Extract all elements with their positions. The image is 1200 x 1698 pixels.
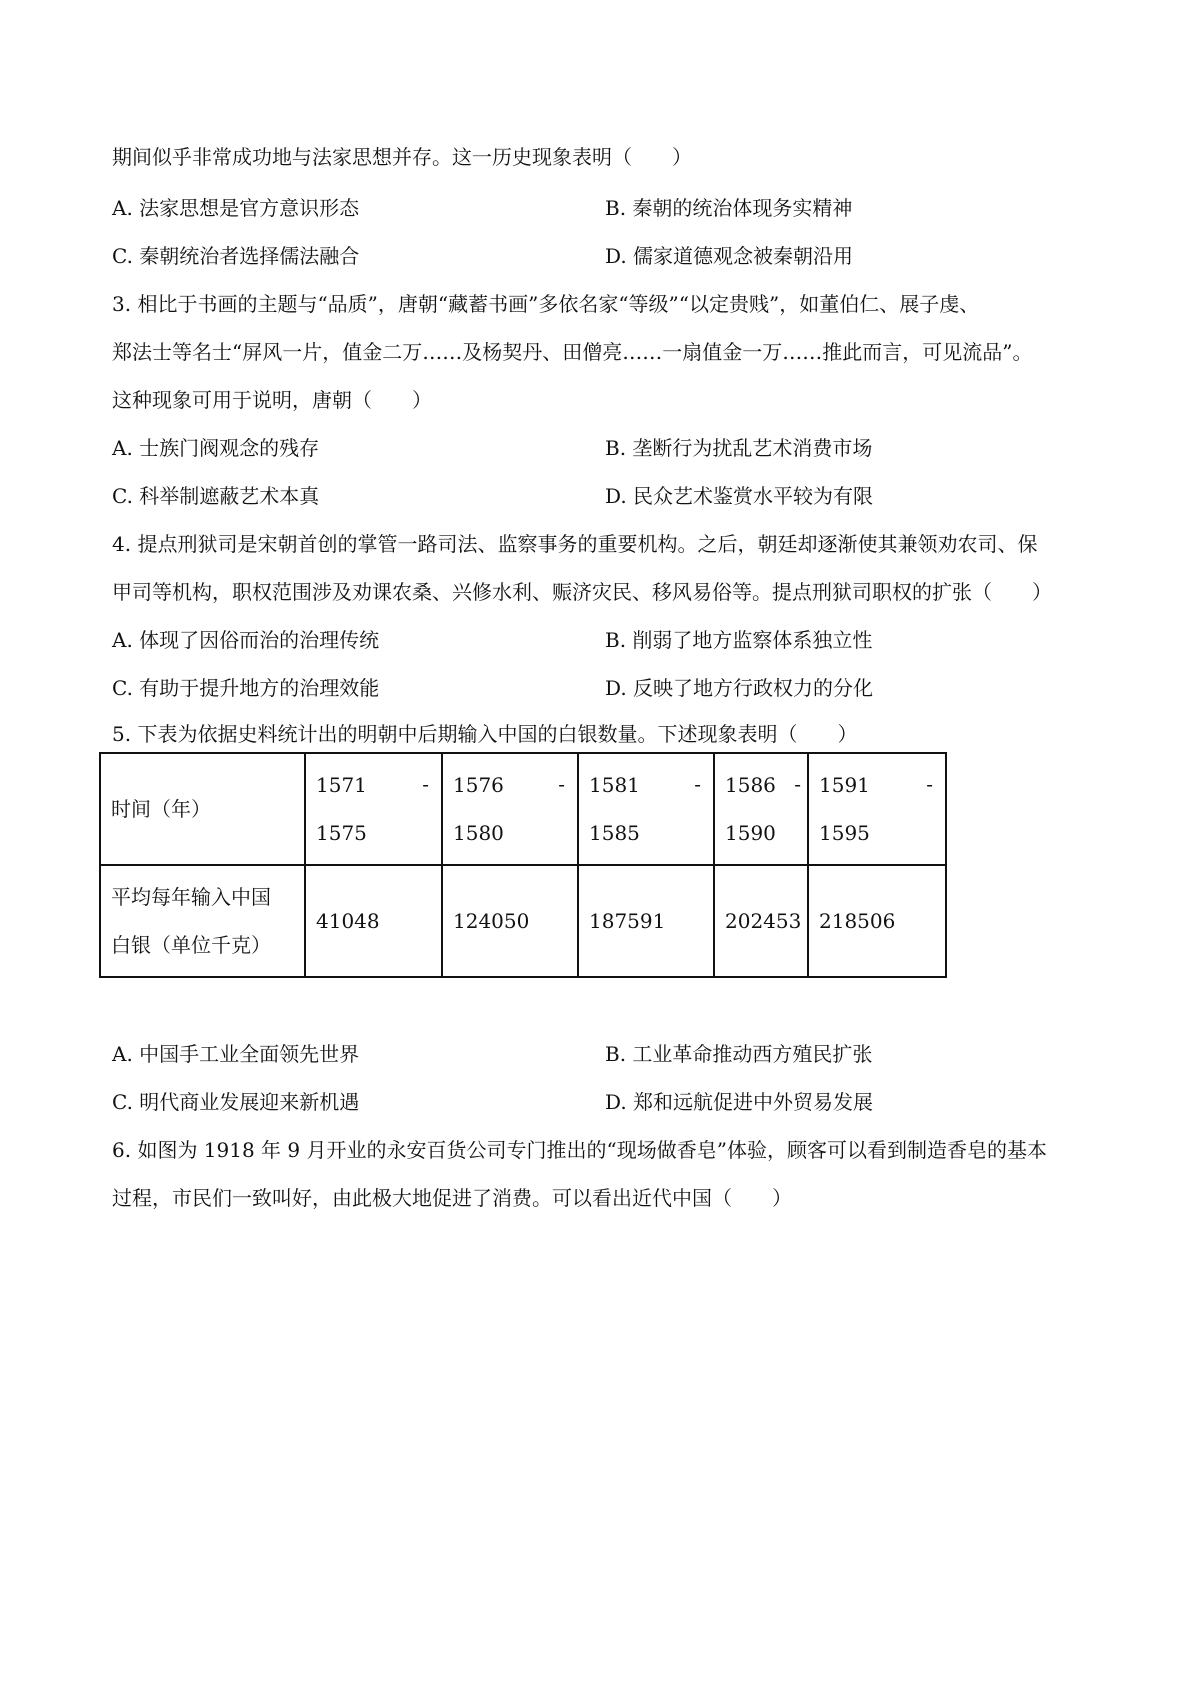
period-cell-4 — [714, 753, 808, 865]
silver-header-cell — [100, 865, 305, 977]
q4-stem-line-1: 4. 提点刑狱司是宋朝首创的掌管一路司法、监察事务的重要机构。之后，朝廷却逐渐使其兼领劝农司、保 — [112, 532, 1038, 556]
period-cell-5 — [808, 753, 946, 865]
period-start: 1576 — [453, 773, 504, 797]
q3-option-b: B. 垄断行为扰乱艺术消费市场 — [605, 436, 873, 460]
silver-value-cell: 218506 — [808, 865, 946, 977]
q5-stem: 5. 下表为依据史料统计出的明朝中后期输入中国的白银数量。下述现象表明（ ） — [112, 722, 858, 746]
period-start: 1581 — [589, 773, 640, 797]
q3-option-a: A. 士族门阀观念的残存 — [112, 436, 320, 460]
period-header-label: 时间（年） — [111, 797, 211, 821]
q4-option-b: B. 削弱了地方监察体系独立性 — [605, 628, 873, 652]
silver-header-line-1: 平均每年输入中国 — [111, 885, 271, 909]
period-dash: - — [794, 772, 801, 796]
period-end: 1585 — [589, 821, 640, 845]
q5-option-b: B. 工业革命推动西方殖民扩张 — [605, 1042, 873, 1066]
silver-value-cell: 202453 — [714, 865, 808, 977]
q3-option-c: C. 科举制遮蔽艺术本真 — [112, 484, 320, 508]
period-start: 1571 — [316, 773, 367, 797]
period-end: 1590 — [725, 821, 776, 845]
q3-stem-line-1: 3. 相比于书画的主题与“品质”，唐朝“藏蓄书画”多依名家“等级”“以定贵贱”，如董伯仁、展子虔、 — [112, 292, 980, 316]
silver-import-table — [99, 752, 947, 978]
q2-stem-tail: 期间似乎非常成功地与法家思想并存。这一历史现象表明（ ） — [112, 145, 692, 169]
period-cell-3 — [578, 753, 714, 865]
q2-option-a: A. 法家思想是官方意识形态 — [112, 196, 360, 220]
silver-value-cell: 187591 — [578, 865, 714, 977]
silver-header-line-2: 白银（单位千克） — [111, 933, 271, 957]
period-end: 1580 — [453, 821, 504, 845]
period-dash: - — [926, 772, 933, 796]
period-start: 1591 — [819, 773, 870, 797]
period-cell-2 — [442, 753, 578, 865]
period-dash: - — [694, 772, 701, 796]
q2-option-b: B. 秦朝的统治体现务实精神 — [605, 196, 853, 220]
silver-value-cell: 41048 — [305, 865, 442, 977]
q2-option-c: C. 秦朝统治者选择儒法融合 — [112, 244, 360, 268]
q3-option-d: D. 民众艺术鉴赏水平较为有限 — [605, 484, 874, 508]
silver-value-cell: 124050 — [442, 865, 578, 977]
q4-option-a: A. 体现了因俗而治的治理传统 — [112, 628, 380, 652]
q4-stem-line-2: 甲司等机构，职权范围涉及劝课农桑、兴修水利、赈济灾民、移风易俗等。提点刑狱司职权的扩张（ ） — [112, 580, 1052, 604]
period-cell-1 — [305, 753, 442, 865]
q3-stem-line-3: 这种现象可用于说明，唐朝（ ） — [112, 388, 432, 412]
q5-option-d: D. 郑和远航促进中外贸易发展 — [605, 1090, 874, 1114]
q6-stem-line-1: 6. 如图为 1918 年 9 月开业的永安百货公司专门推出的“现场做香皂”体验，顾客可以看到制造香皂的基本 — [112, 1138, 1047, 1162]
period-dash: - — [422, 772, 429, 796]
period-header-cell — [100, 753, 305, 865]
q2-option-d: D. 儒家道德观念被秦朝沿用 — [605, 244, 854, 268]
q4-option-c: C. 有助于提升地方的治理效能 — [112, 676, 380, 700]
table-row-period — [100, 753, 946, 865]
period-start: 1586 — [725, 773, 776, 797]
q3-stem-line-2: 郑法士等名士“屏风一片，值金二万……及杨契丹、田僧亮……一扇值金一万……推此而言，可见流品”。 — [112, 340, 1033, 364]
q5-option-a: A. 中国手工业全面领先世界 — [112, 1042, 360, 1066]
table-row-silver — [100, 865, 946, 977]
q4-option-d: D. 反映了地方行政权力的分化 — [605, 676, 874, 700]
period-end: 1575 — [316, 821, 367, 845]
period-end: 1595 — [819, 821, 870, 845]
q6-stem-line-2: 过程，市民们一致叫好，由此极大地促进了消费。可以看出近代中国（ ） — [112, 1186, 792, 1210]
q5-option-c: C. 明代商业发展迎来新机遇 — [112, 1090, 360, 1114]
period-dash: - — [558, 772, 565, 796]
